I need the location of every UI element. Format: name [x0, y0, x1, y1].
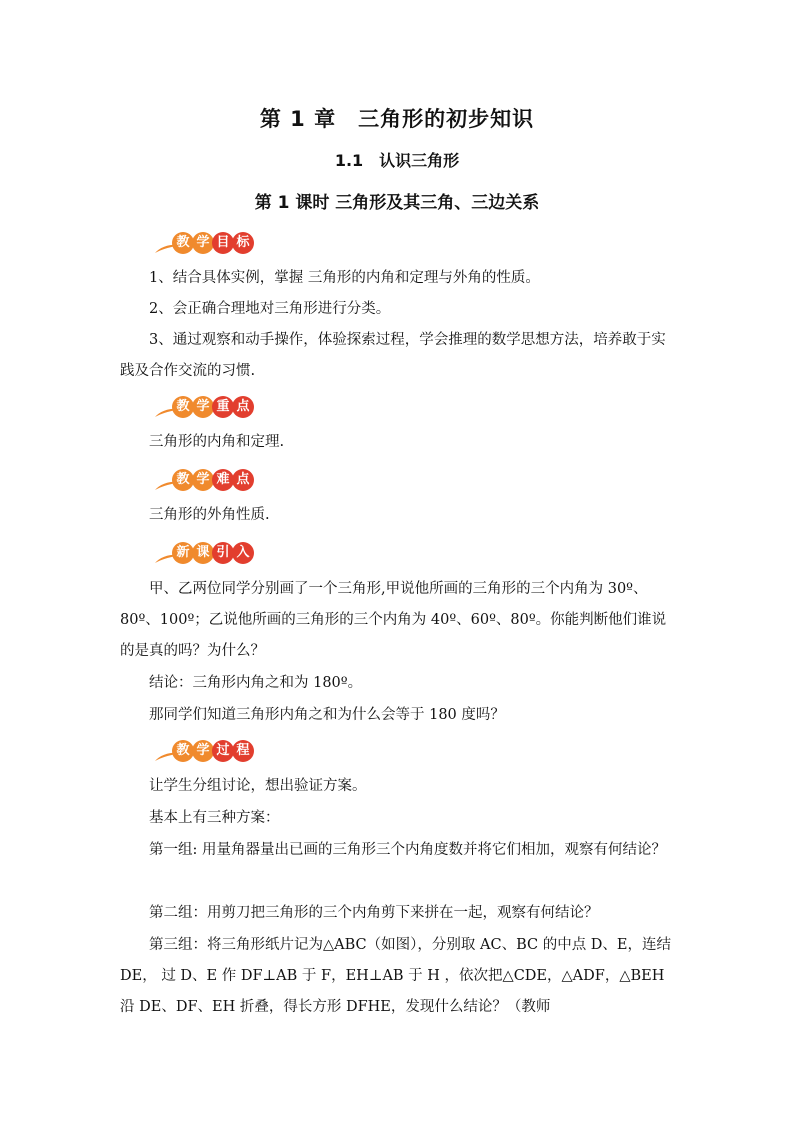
- process-paragraph: 第一组: 用量角器量出已画的三角形三个内角度数并将它们相加，观察有何结论？: [149, 842, 666, 858]
- difficult-point-text: 三角形的外角性质.: [149, 507, 270, 523]
- section-title: 1.1 认识三角形: [334, 151, 460, 170]
- lesson-title: 第 1 课时 三角形及其三角、三边关系: [254, 193, 540, 213]
- goal-item: 2、会正确合理地对三角形进行分类。: [149, 301, 391, 317]
- badge-difficult-point: 教 学 难 点: [154, 467, 254, 493]
- key-point-text: 三角形的内角和定理.: [149, 434, 285, 450]
- intro-conclusion: 结论：三角形内角之和为 180º。: [149, 675, 363, 691]
- intro-paragraph: 甲、乙两位同学分别画了一个三角形,甲说他所画的三角形的三个内角为 30º、80º、100º；乙说他所画的三角形的三个内角为 40º、60º、80º。你能判断他们谁说的是真的吗？为什么？: [120, 581, 667, 659]
- chapter-title: 第 1 章 三角形的初步知识: [259, 107, 535, 131]
- goal-item: 1、结合具体实例，掌握 三角形的内角和定理与外角的性质。: [149, 270, 540, 286]
- badge-new-lesson-intro: 新 课 引 入: [154, 540, 254, 566]
- process-paragraph: 第三组：将三角形纸片记为△ABC（如图），分别取 AC、BC 的中点 D、E，连结 DE， 过 D、E 作 DF⊥AB 于 F，EH⊥AB 于 H ，依次把△CDE，△ADF，△BEH 沿 DE、DF、EH 折叠，得长方形 DFHE，发现什么结论？（教师: [120, 937, 672, 1015]
- goal-item: 3、通过观察和动手操作，体验探索过程，学会推理的数学思想方法，培养敢于实践及合作交流的习惯.: [120, 332, 666, 379]
- badge-teaching-goals: 教 学 目 标: [154, 230, 254, 256]
- process-paragraph: 让学生分组讨论，想出验证方案。: [149, 778, 367, 794]
- intro-question: 那同学们知道三角形内角之和为什么会等于 180 度吗？: [149, 707, 505, 723]
- badge-teaching-process: 教 学 过 程: [154, 738, 254, 764]
- process-paragraph: 第二组：用剪刀把三角形的三个内角剪下来拼在一起，观察有何结论？: [149, 905, 599, 921]
- badge-key-point: 教 学 重 点: [154, 394, 254, 420]
- process-paragraph: 基本上有三种方案：: [149, 810, 280, 826]
